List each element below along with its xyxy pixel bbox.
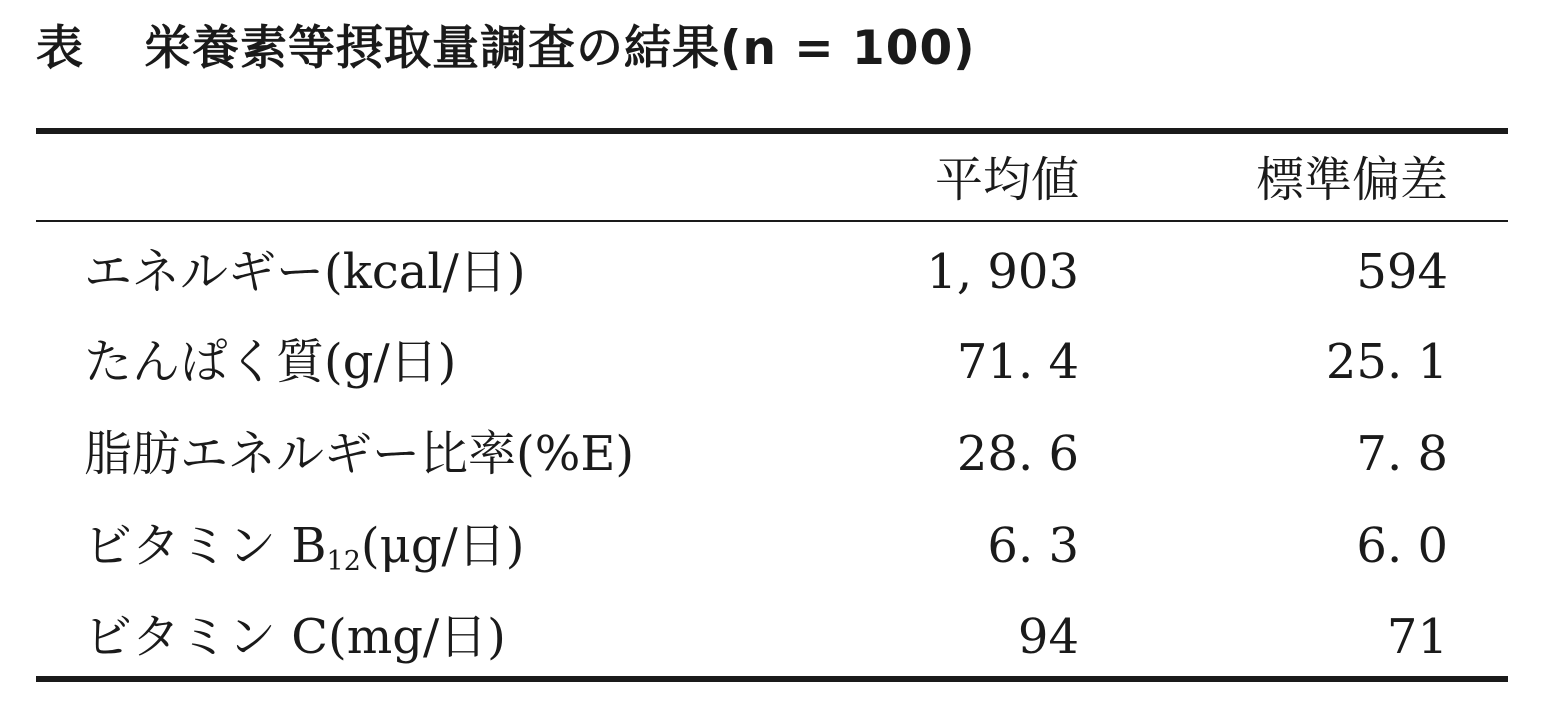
header-mean: 平均値: [934, 152, 1079, 208]
row-label-vitamin-c: ビタミン C(mg/日): [84, 609, 506, 665]
row-mean-vitamin-c: 94: [1017, 609, 1079, 665]
table-title: [36, 14, 976, 84]
vitamin-b12-label-main: ビタミン B: [84, 518, 327, 574]
row-label-vitamin-b12: [84, 516, 524, 576]
row-label-protein: たんぱく質(g/日): [84, 334, 457, 390]
table-number-label: 表: [36, 21, 84, 76]
table-title-text: 栄養素等摂取量調査の結果(n = 100): [144, 21, 976, 76]
row-sd-vitamin-b12: 6. 0: [1356, 518, 1448, 574]
row-mean-energy: 1, 903: [926, 244, 1079, 300]
row-sd-energy: 594: [1356, 244, 1448, 300]
row-mean-protein: 71. 4: [956, 334, 1079, 390]
row-mean-vitamin-b12: 6. 3: [987, 518, 1079, 574]
row-mean-fat-energy-ratio: 28. 6: [956, 426, 1079, 482]
vitamin-b12-label-unit: (μg/日): [360, 518, 525, 574]
header-standard-deviation: 標準偏差: [1255, 152, 1448, 208]
row-sd-vitamin-c: 71: [1386, 609, 1448, 665]
vitamin-b12-subscript: 12: [326, 546, 361, 577]
row-sd-protein: 25. 1: [1325, 334, 1448, 390]
header-rule: [36, 220, 1508, 222]
row-label-fat-energy-ratio: 脂肪エネルギー比率(%E): [84, 426, 635, 482]
top-rule: [36, 128, 1508, 134]
bottom-rule: [36, 676, 1508, 682]
row-sd-fat-energy-ratio: 7. 8: [1356, 426, 1448, 482]
row-label-energy: エネルギー(kcal/日): [84, 244, 526, 300]
